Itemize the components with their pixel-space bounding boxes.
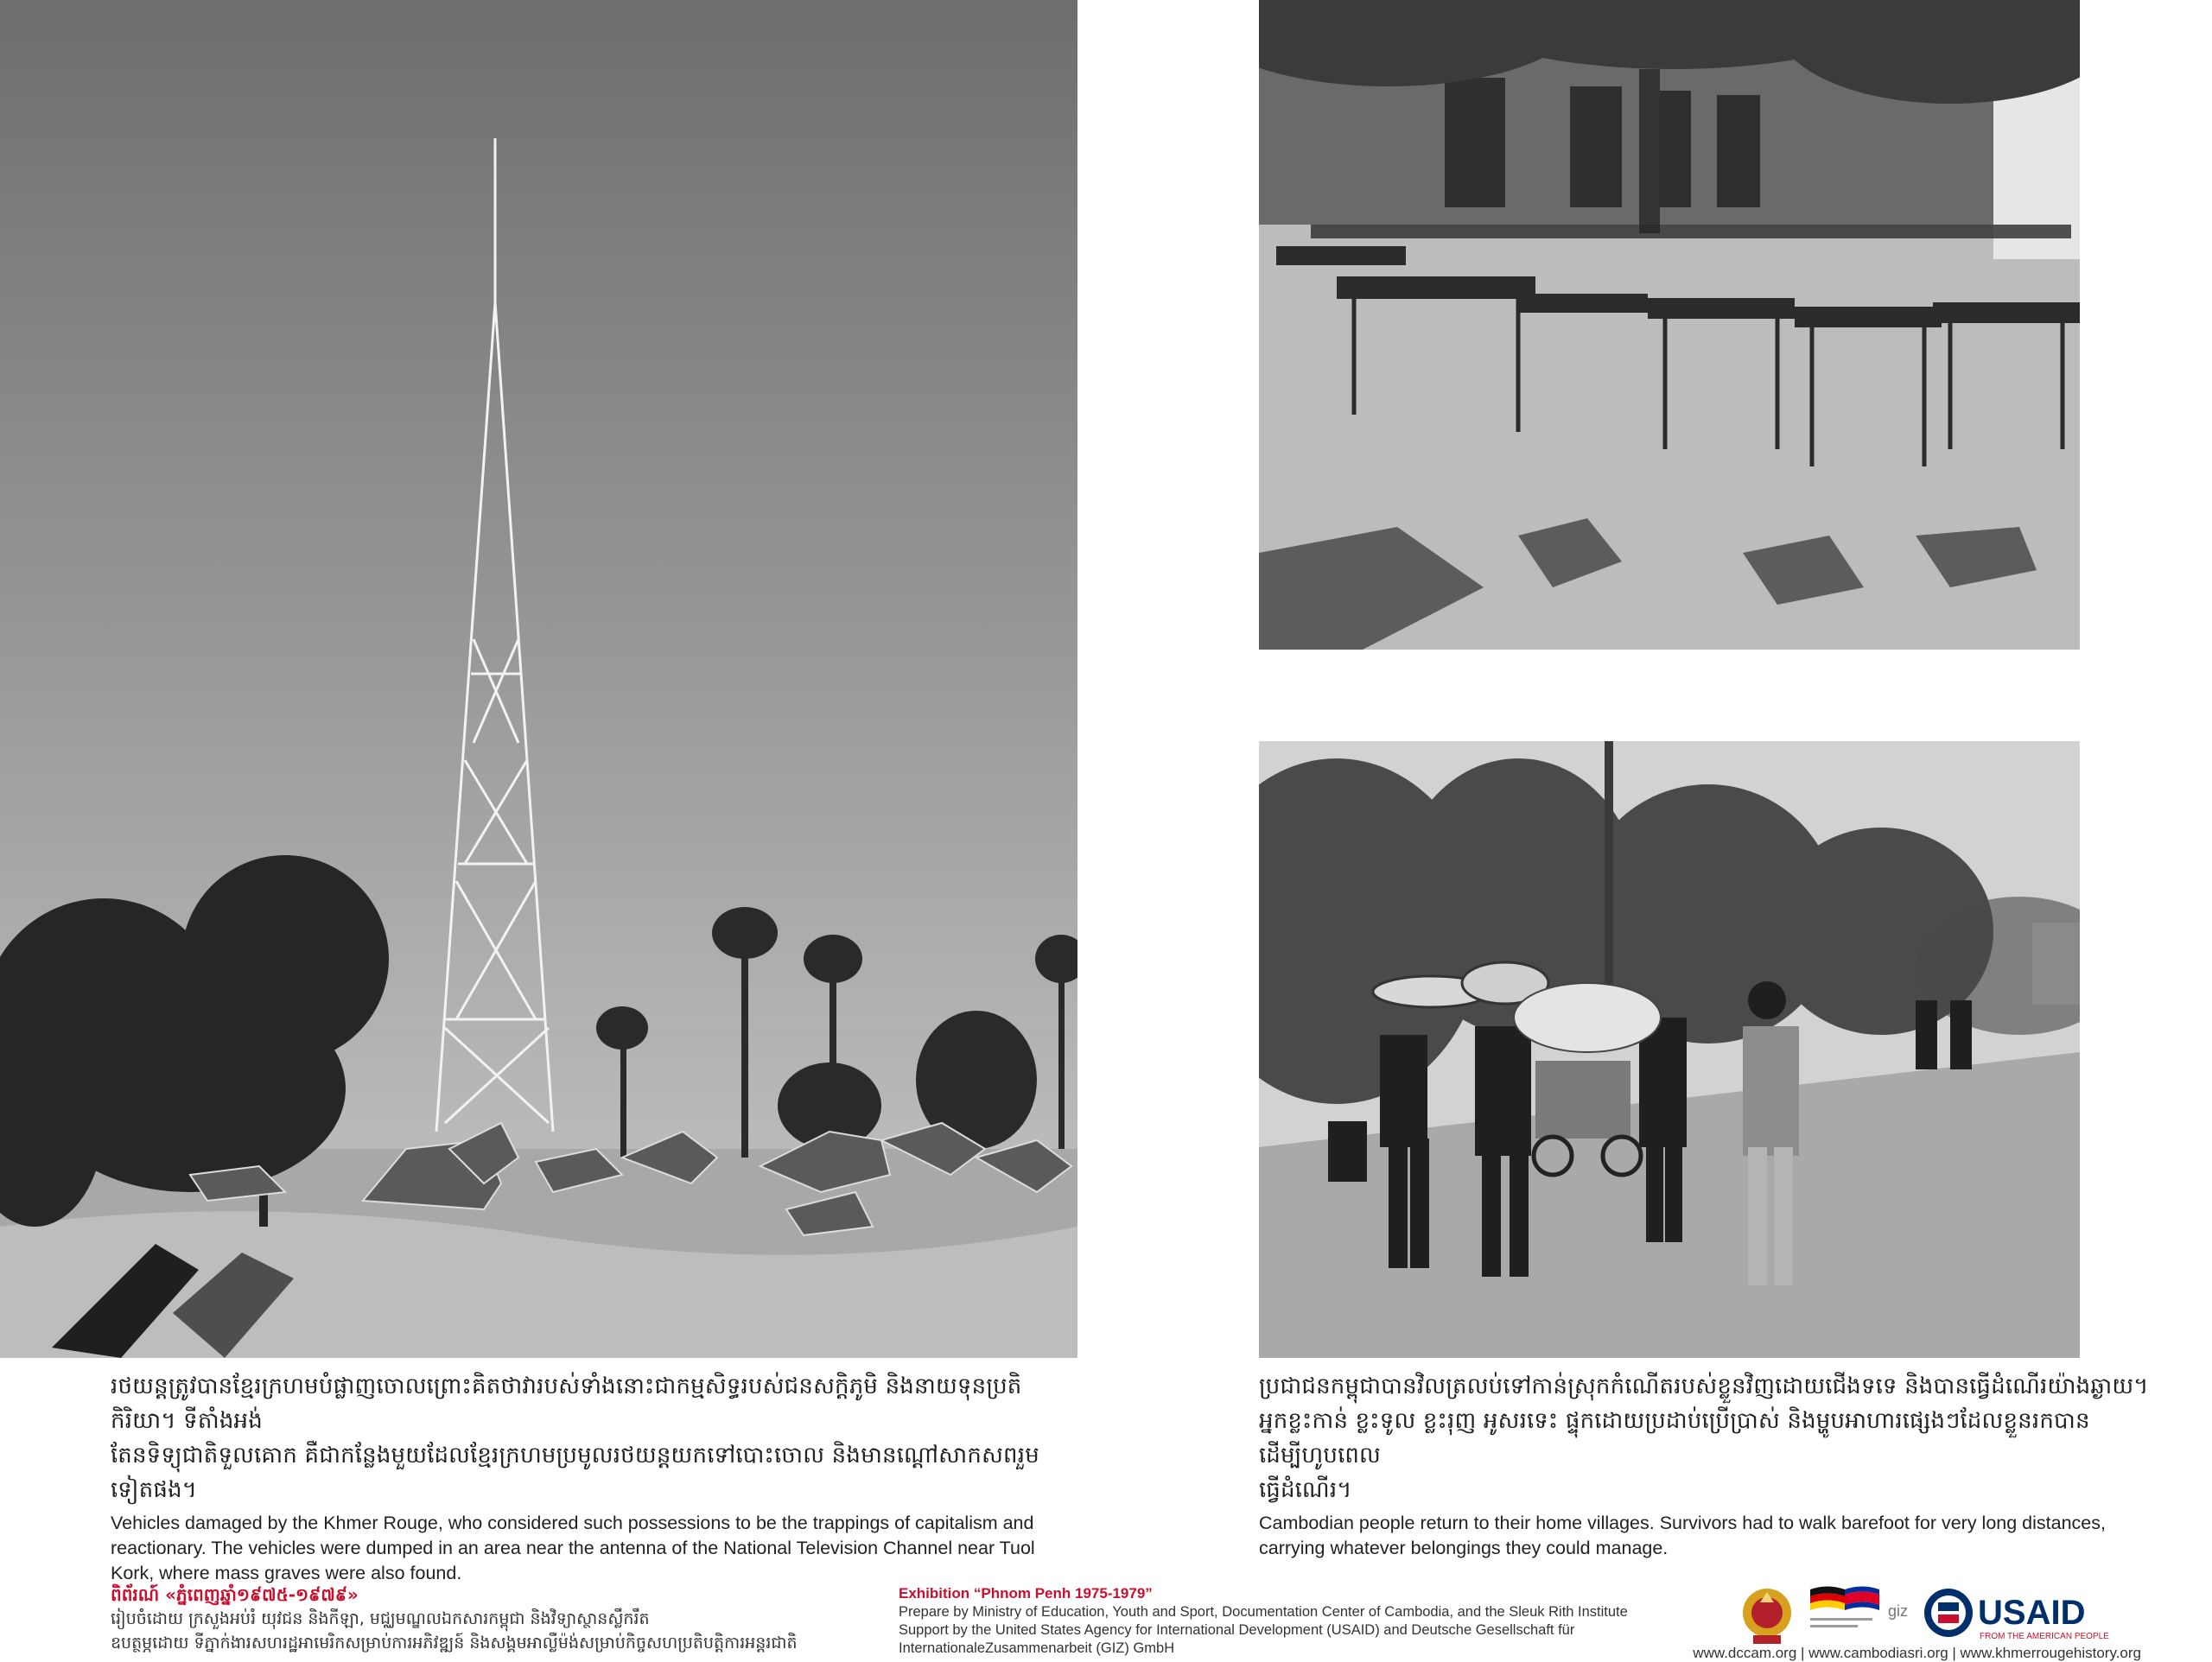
footer-credits-english [899, 1584, 1711, 1658]
prepared-by-khmer: រៀបចំដោយ ក្រសួងអប់រំ យុវជន និងកីឡា, មជ្ឈមណ្ឌលឯកសារកម្ពុជា និងវិទ្យាស្ថានស្លឹករឹត [111, 1609, 650, 1628]
supported-by: Support by the United States Agency for International Development (USAID) and Deutsche Gesellschaft für [899, 1622, 1575, 1638]
caption-right-english: Cambodian people return to their home villages. Survivors had to walk barefoot for very long distances, carrying whatever belongings they could manage. [1259, 1513, 2106, 1558]
cambodian-flag-icon [1845, 1587, 1879, 1611]
ministry-emblem-icon [1743, 1589, 1791, 1644]
photo-tv-antenna-cars [0, 0, 1077, 1358]
caption-left-khmer-line2: តែនទិទ្យុជាតិទួលគោក គឺជាកន្លែងមួយដែលខ្មែរក្រហមប្រមូលរថយន្តយកទៅបោះចោល និងមានណ្តៅសាកសពរួមទៀតផង។ [111, 1443, 1039, 1503]
usaid-tagline: FROM THE AMERICAN PEOPLE [1980, 1632, 2109, 1641]
exhibition-title: Exhibition “Phnom Penh 1975-1979” [899, 1585, 1153, 1602]
prepared-by: Prepare by Ministry of Education, Youth and Sport, Documentation Center of Cambodia, and the Sleuk Rith Institute [899, 1604, 1628, 1620]
caption-left-khmer-line1: រថយន្តត្រូវបានខ្មែរក្រហមបំផ្លាញចោលព្រោះគិតថាវារបស់ទាំងនោះជាកម្មសិទ្ធរបស់ជនសក្តិភូមិ និងនាយទុនប្រតិកិរិយា។ ទីតាំងអង់ [111, 1373, 1022, 1434]
caption-left [111, 1369, 1078, 1586]
supported-by-khmer: ឧបត្ថម្ភដោយ ទីភ្នាក់ងារសហរដ្ឋអាមេរិកសម្រាប់ការអភិវឌ្ឍន៍ និងសង្គមអាល្លឺម៉ង់សម្រាប់កិច្ចសហប្រតិបត្តិការអន្តរជាតិ [111, 1633, 798, 1652]
caption-right-khmer-line2: អ្នកខ្លះកាន់ ខ្លះទូល ខ្លះរុញ អូសរទេះ ផ្ទុកដោយប្រដាប់ប្រើប្រាស់ និងម្ហូបអាហារផ្សេងៗដែលខ្លួនរកបានដើម្បីហូបពេល [1259, 1408, 2090, 1469]
usaid-logo-text: USAID [1978, 1594, 2086, 1632]
caption-right-khmer-line3: ធ្វើដំណើរ។ [1259, 1477, 1352, 1503]
photo-villagers-returning [1259, 741, 2080, 1358]
caption-left-english: Vehicles damaged by the Khmer Rouge, who considered such possessions to be the trappings of capitalism and reactionary. The vehicles were dumped in an area near the antenna of the National Television Channel near Tuol Kork, where mass graves were also found. [111, 1513, 1035, 1583]
footer-credits-khmer [111, 1583, 871, 1655]
caption-right-khmer-line1: ប្រជាជនកម្ពុជាបានវិលត្រលប់ទៅកាន់ស្រុកកំណើតរបស់ខ្លួនវិញដោយជើងទទេ និងបានធ្វើដំណើរយ៉ាងឆ្ងាយ។ [1259, 1373, 2149, 1399]
photo-sewing-machines [1259, 0, 2080, 650]
giz-logo-text: giz [1888, 1602, 1909, 1620]
supported-by-cont: InternationaleZusammenarbeit (GIZ) GmbH [899, 1640, 1175, 1656]
german-flag-icon [1810, 1587, 1845, 1611]
sponsor-logos [1741, 1576, 2139, 1654]
exhibition-title-khmer: ពិព័រណ៍ «ភ្នំពេញឆ្នាំ១៩៧៥-១៩៧៩» [111, 1584, 359, 1605]
footer-urls: www.dccam.org | www.cambodiasri.org | www.khmerrougehistory.org [1693, 1645, 2141, 1661]
usaid-seal-icon [1924, 1589, 1973, 1637]
caption-right [1259, 1369, 2166, 1561]
